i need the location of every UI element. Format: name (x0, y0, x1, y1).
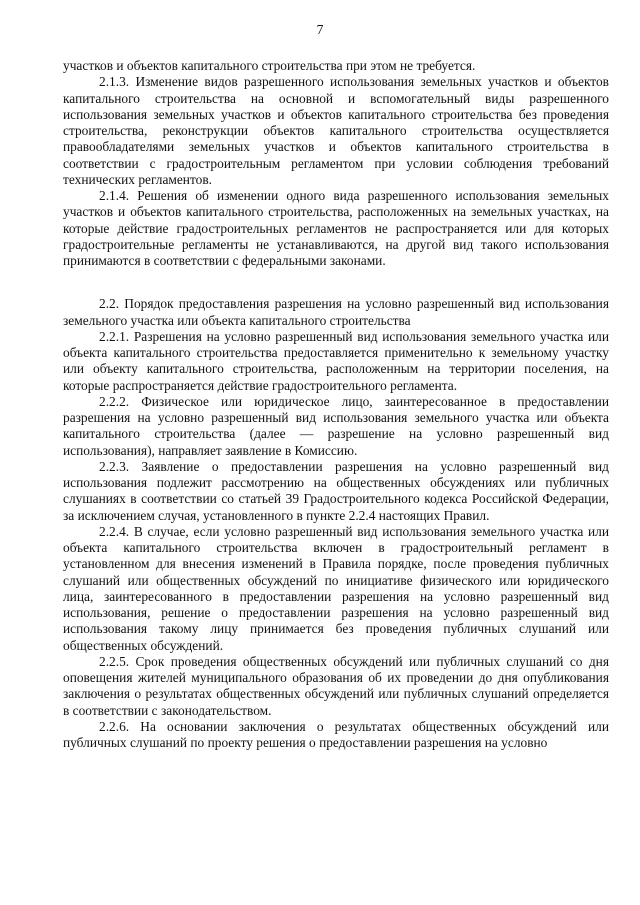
paragraph-2-2-1: 2.2.1. Разрешения на условно разрешенный вид использования земельного участка или объекта капитального строительства предоставляется применительно к земельному участку или объекту капитального строительства, расположенным на территории поселения, на которые распространяется действие градостроительного регламента. (63, 328, 609, 393)
paragraph-continuation: участков и объектов капитального строительства при этом не требуется. (63, 58, 476, 73)
document-body (63, 58, 609, 751)
paragraph-2-2-4: 2.2.4. В случае, если условно разрешенный вид использования земельного участка или объекта капитального строительства включен в градостроительный регламент в установленном для внесения изменений в Правила порядке, после проведения публичных слушаний или общественных обсуждений по инициативе физического или юридического лица, заинтересованного в предоставлении разрешения на условно разрешенный вид использования, решение о предоставлении разрешения на условно разрешенный вид использования такому лицу принимается без проведения публичных слушаний или общественных обсуждений. (63, 523, 609, 653)
section-heading-2-2: 2.2. Порядок предоставления разрешения на условно разрешенный вид использования земельного участка или объекта капитального строительства (63, 296, 609, 328)
paragraph-2-2-5: 2.2.5. Срок проведения общественных обсуждений или публичных слушаний со дня оповещения жителей муниципального образования об их проведении до дня опубликования заключения о результатах общественных обсуждений или публичных слушаний определяется в соответствии с законодательством. (63, 653, 609, 718)
paragraph-2-1-3: 2.1.3. Изменение видов разрешенного использования земельных участков и объектов капитального строительства на основной и вспомогательный виды разрешенного использования земельных участков и объектов капитального строительства без проведения строительства, реконструкции объектов капитального строительства осуществляется правообладателями земельных участков и объектов капитального строительства в соответствии с градостроительным регламентом при условии соблюдения требований технических регламентов. (63, 74, 609, 187)
paragraph-2-1-4: 2.1.4. Решения об изменении одного вида разрешенного использования земельных участков и объектов капитального строительства, расположенных на земельных участках, на которые действие градостроительных регламентов не распространяется или для которых градостроительные регламенты не устанавливаются, на другой вид такого использования принимаются в соответствии с федеральными законами. (63, 188, 609, 268)
paragraph-2-2-6: 2.2.6. На основании заключения о результатах общественных обсуждений или публичных слушаний по проекту решения о предоставлении разрешения на условно (63, 718, 609, 750)
page-number: 7 (316, 22, 324, 37)
paragraph-2-2-3: 2.2.3. Заявление о предоставлении разрешения на условно разрешенный вид использования подлежит рассмотрению на общественных обсуждениях или публичных слушаниях в соответствии со статьей 39 Градостроительного кодекса Российской Федерации, за исключением случая, установленного в пункте 2.2.4 настоящих Правил. (63, 458, 609, 523)
paragraph-2-2-2: 2.2.2. Физическое или юридическое лицо, заинтересованное в предоставлении разрешения на условно разрешенный вид использования земельного участка или объекта капитального строительства (далее — разрешение на условно разрешенный вид использования), направляет заявление в Комиссию. (63, 393, 609, 458)
section-spacer (63, 269, 609, 296)
